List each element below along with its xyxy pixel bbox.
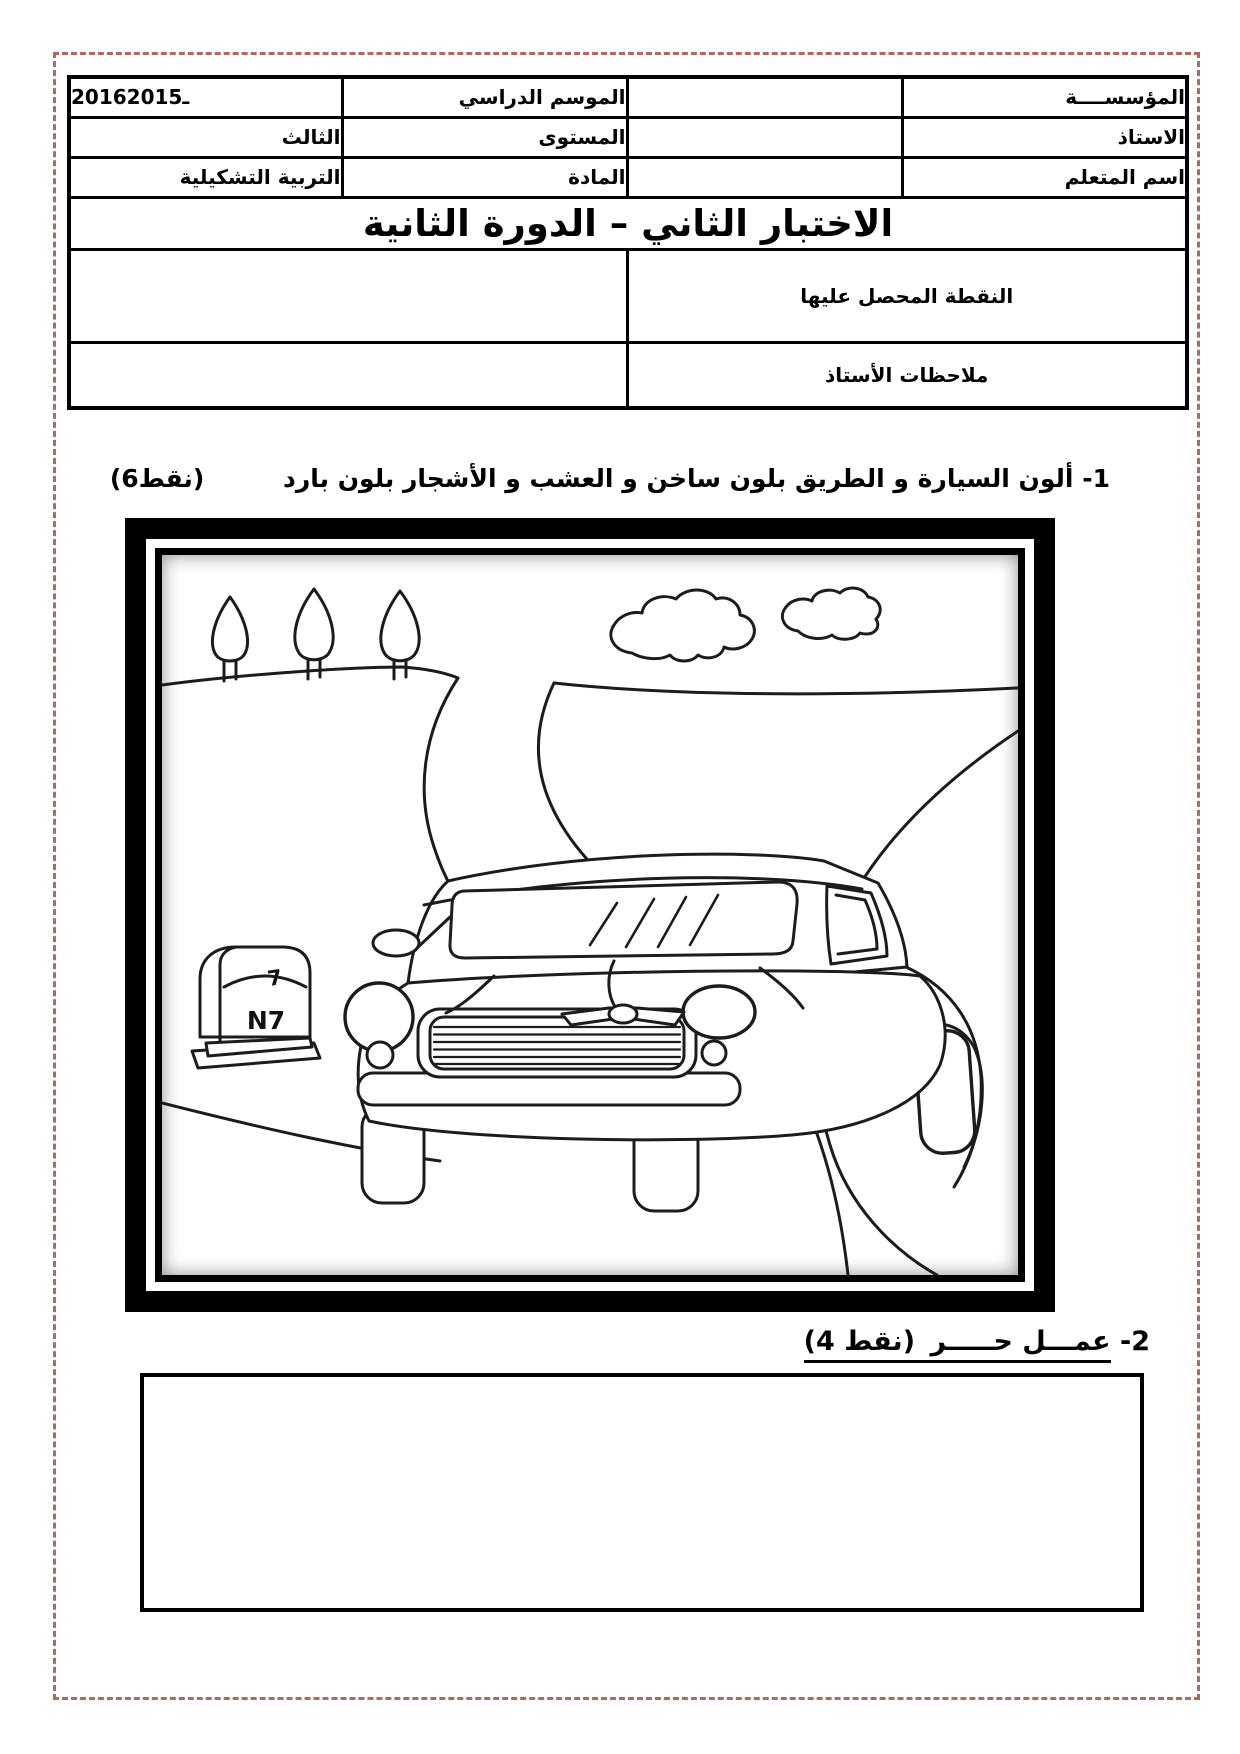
- tree: [212, 597, 247, 681]
- tree: [295, 589, 333, 679]
- table-row: [69, 249, 1187, 342]
- question-2-text: عمـــل حـــــر: [930, 1326, 1111, 1357]
- teacher-value-cell: [627, 117, 902, 157]
- picture-frame: [125, 518, 1055, 1312]
- grade-value-cell: [69, 249, 627, 342]
- grade-label: النقطة المحصل عليها: [627, 249, 1187, 342]
- car-signal-right: [702, 1041, 726, 1065]
- institution-label: المؤسســــة: [902, 77, 1187, 117]
- question-1-number: 1-: [1082, 464, 1110, 493]
- teacher-notes-value-cell: [69, 342, 627, 408]
- cloud-small: [782, 588, 880, 639]
- cloud-large: [611, 590, 754, 661]
- hill-line-right: [554, 683, 1018, 694]
- car-line-art: [162, 555, 1018, 1275]
- milestone-top-text: 7: [265, 965, 285, 992]
- question-2-points: (4 نقط): [803, 1326, 916, 1357]
- table-row: [69, 117, 1187, 157]
- school-year-label: الموسم الدراسي: [342, 77, 627, 117]
- exam-title: الاختبار الثاني – الدورة الثانية: [69, 197, 1187, 249]
- free-work-answer-box: [140, 1373, 1144, 1612]
- table-row: [69, 157, 1187, 197]
- learner-name-value-cell: [627, 157, 902, 197]
- car: [345, 854, 982, 1211]
- learner-name-label: اسم المتعلم: [902, 157, 1187, 197]
- question-1: [110, 464, 1110, 493]
- hill-line-left: [162, 667, 458, 685]
- table-row: [69, 197, 1187, 249]
- teacher-label: الاستاذ: [902, 117, 1187, 157]
- school-year-value: 2016ـ2015: [71, 85, 190, 110]
- coloring-picture-car-scene: [162, 555, 1018, 1275]
- table-row: [69, 77, 1187, 117]
- car-headlight-right: [683, 986, 755, 1038]
- question-2: [804, 1326, 1150, 1357]
- car-signal-left: [367, 1042, 393, 1068]
- institution-value-cell: [627, 77, 902, 117]
- level-value: الثالث: [69, 117, 342, 157]
- teacher-notes-label: ملاحظات الأستاذ: [627, 342, 1187, 408]
- question-1-text: ألون السيارة و الطريق بلون ساخن و العشب و الأشجار بلون بارد: [283, 464, 1074, 493]
- table-row: [69, 342, 1187, 408]
- subject-value: التربية التشكيلية: [69, 157, 342, 197]
- question-1-points: (6نقط): [109, 464, 205, 493]
- milestone-label-text: N7: [246, 1006, 286, 1035]
- car-windshield: [450, 882, 797, 958]
- level-label: المستوى: [342, 117, 627, 157]
- question-2-number: 2-: [1119, 1326, 1150, 1357]
- header-table: [67, 75, 1189, 410]
- subject-label: المادة: [342, 157, 627, 197]
